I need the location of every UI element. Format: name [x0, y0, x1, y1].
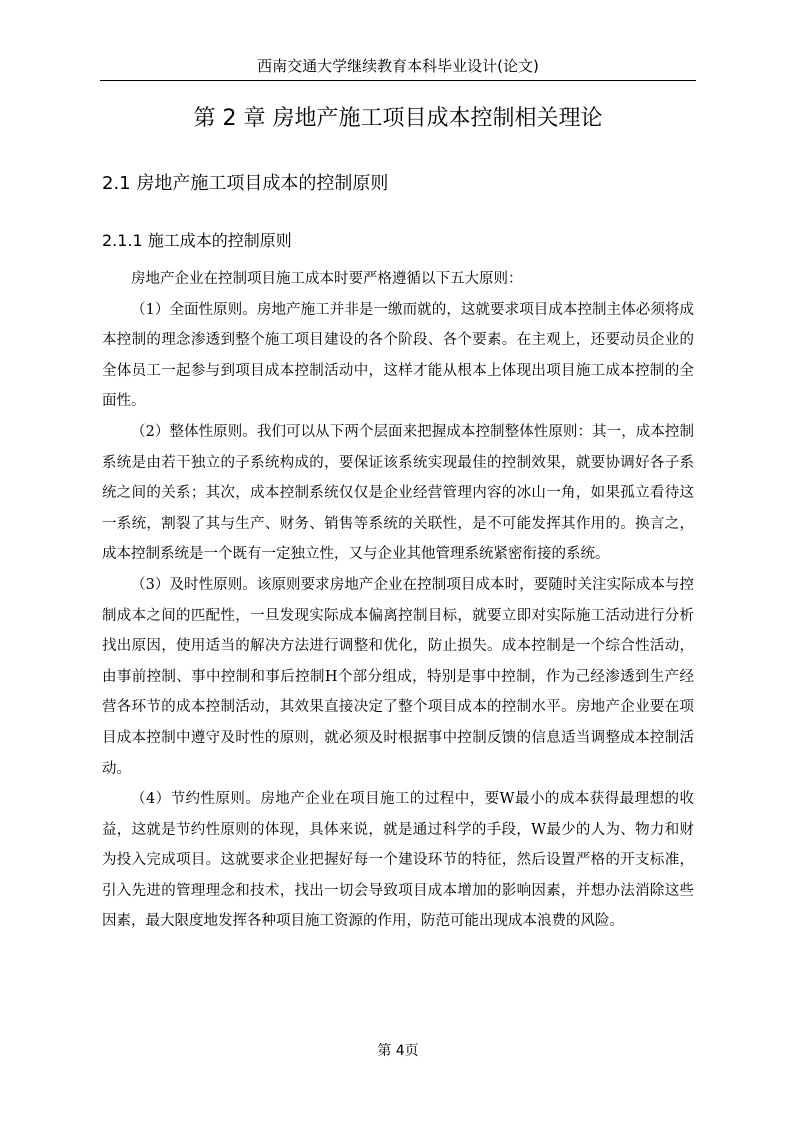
- chapter-title: 第 2 章 房地产施工项目成本控制相关理论: [193, 106, 603, 131]
- section-title: 2.1 房地产施工项目成本的控制原则: [102, 173, 389, 194]
- body-text: [102, 264, 694, 937]
- running-header: 西南交通大学继续教育本科毕业设计(论文): [257, 57, 539, 75]
- paragraph-integrity-principle: （2）整体性原则。我们可以从下两个层面来把握成本控制整体性原则：其一，成本控制系统是由若干独立的子系统构成的，要保证该系统实现最佳的控制效果，就要协调好各子系统之间的关系；其次，成本控制系统仅仅是企业经营管理内容的冰山一角，如果孤立看待这一系统，割裂了其与生产、财务、销售等系统的关联性，是不可能发挥其作用的。换言之，成本控制系统是一个既有一定独立性，又与企业其他管理系统紧密衔接的系统。: [102, 423, 694, 563]
- page-number: 第 4页: [377, 1043, 419, 1059]
- subsection-title: 2.1.1 施工成本的控制原则: [102, 231, 292, 250]
- paragraph-intro: 房地产企业在控制项目施工成本时要严格遵循以下五大原则：: [131, 271, 523, 287]
- paragraph-timeliness-principle: （3）及时性原则。该原则要求房地产企业在控制项目成本时，要随时关注实际成本与控制成本之间的匹配性，一旦发现实际成本偏离控制目标，就要立即对实际施工活动进行分析找出原因，使用适当的解决方法进行调整和优化，防止损失。成本控制是一个综合性活动，由事前控制、事中控制和事后控制H个部分组成，特别是事中控制，作为己经渗透到生产经营各环节的成本控制活动，其效果直接决定了整个项目成本的控制水平。房地产企业要在项目成本控制中遵守及时性的原则，就必须及时根据事中控制反馈的信息适当调整成本控制活动。: [102, 576, 694, 777]
- header-divider: [100, 80, 696, 81]
- paragraph-comprehensiveness-principle: （1）全面性原则。房地产施工并非是一缴而就的，这就要求项目成本控制主体必须将成本控制的理念渗透到整个施工项目建设的各个阶段、各个要素。在主观上，还要动员企业的全体员工一起参与到项目成本控制活动中，这样才能从根本上体现出项目施工成本控制的全面性。: [102, 301, 694, 410]
- paragraph-economy-principle: （4）节约性原则。房地产企业在项目施工的过程中，要W最小的成本获得最理想的收益，这就是节约性原则的体现，具体来说，就是通过科学的手段，W最少的人为、物力和财为投入完成项目。这就要求企业把握好每一个建设环节的特征，然后设置严格的开支标准，引入先进的管理理念和技术，找出一切会导致项目成本增加的影响因素，并想办法消除这些因素，最大限度地发挥各种项目施工资源的作用，防范可能出现成本浪费的风险。: [102, 791, 694, 930]
